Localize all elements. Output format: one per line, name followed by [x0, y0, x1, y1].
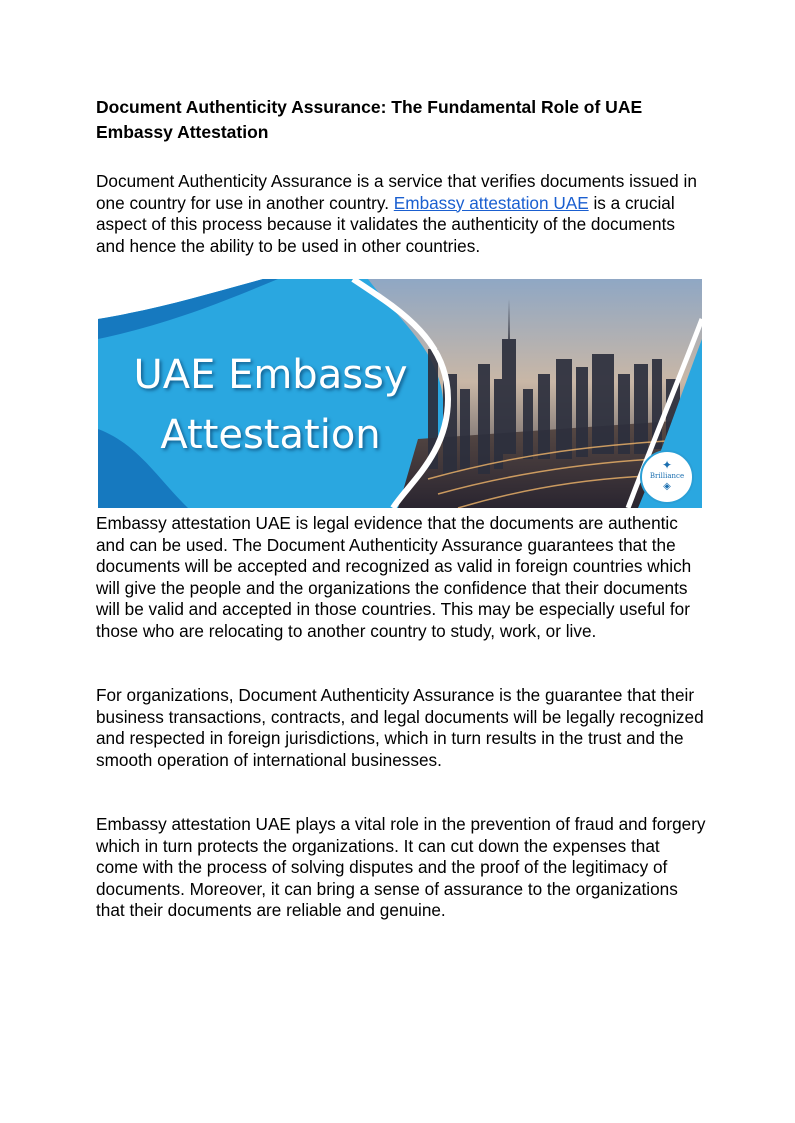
intro-paragraph — [96, 171, 706, 257]
banner-line-1: UAE Embassy — [133, 352, 408, 398]
embassy-attestation-link[interactable]: Embassy attestation UAE — [393, 192, 589, 213]
document-title: Document Authenticity Assurance: The Fundamental Role of UAE Embassy Attestation — [96, 97, 643, 142]
logo-wordmark: Brilliance — [649, 472, 685, 480]
legal-evidence-paragraph: Embassy attestation UAE is legal evidence that the documents are authentic and can be used. The Document Authenticity Assurance guarantees that the documents will be accepted and recognized as valid in foreign countries which will give the people and the organizations the confidence that their documents will be valid and accepted in those countries. This may be especially useful for those who are relocating to another country to study, work, or live. — [96, 513, 692, 641]
brilliance-logo — [640, 450, 694, 504]
logo-emblem-icon: ✦ — [661, 458, 673, 472]
organizations-paragraph: For organizations, Document Authenticity Assurance is the guarantee that their business transactions, contracts, and legal documents will be legally recognized and respected in foreign jurisdictions, which in turn results in the trust and the smooth operation of international businesses. — [96, 685, 704, 770]
banner-heading — [98, 345, 443, 465]
logo-diamond-icon: ◈ — [663, 481, 671, 492]
intro-text-before-link: Document Authenticity Assurance is a service that verifies documents issued in one country for use in another country. — [96, 171, 697, 213]
intro-text-after-link: is a crucial aspect of this process because it validates the authenticity of the documents and hence the ability to be used in other countries. — [96, 192, 675, 256]
fraud-prevention-paragraph: Embassy attestation UAE plays a vital role in the prevention of fraud and forgery which in turn protects the organizations. It can cut down the expenses that come with the process of solving disputes and the proof of the legitimacy of documents. Moreover, it can bring a sense of assurance to the organizations that their documents are reliable and genuine. — [96, 814, 706, 920]
uae-embassy-attestation-banner — [98, 279, 702, 508]
banner-line-2: Attestation — [160, 412, 381, 458]
